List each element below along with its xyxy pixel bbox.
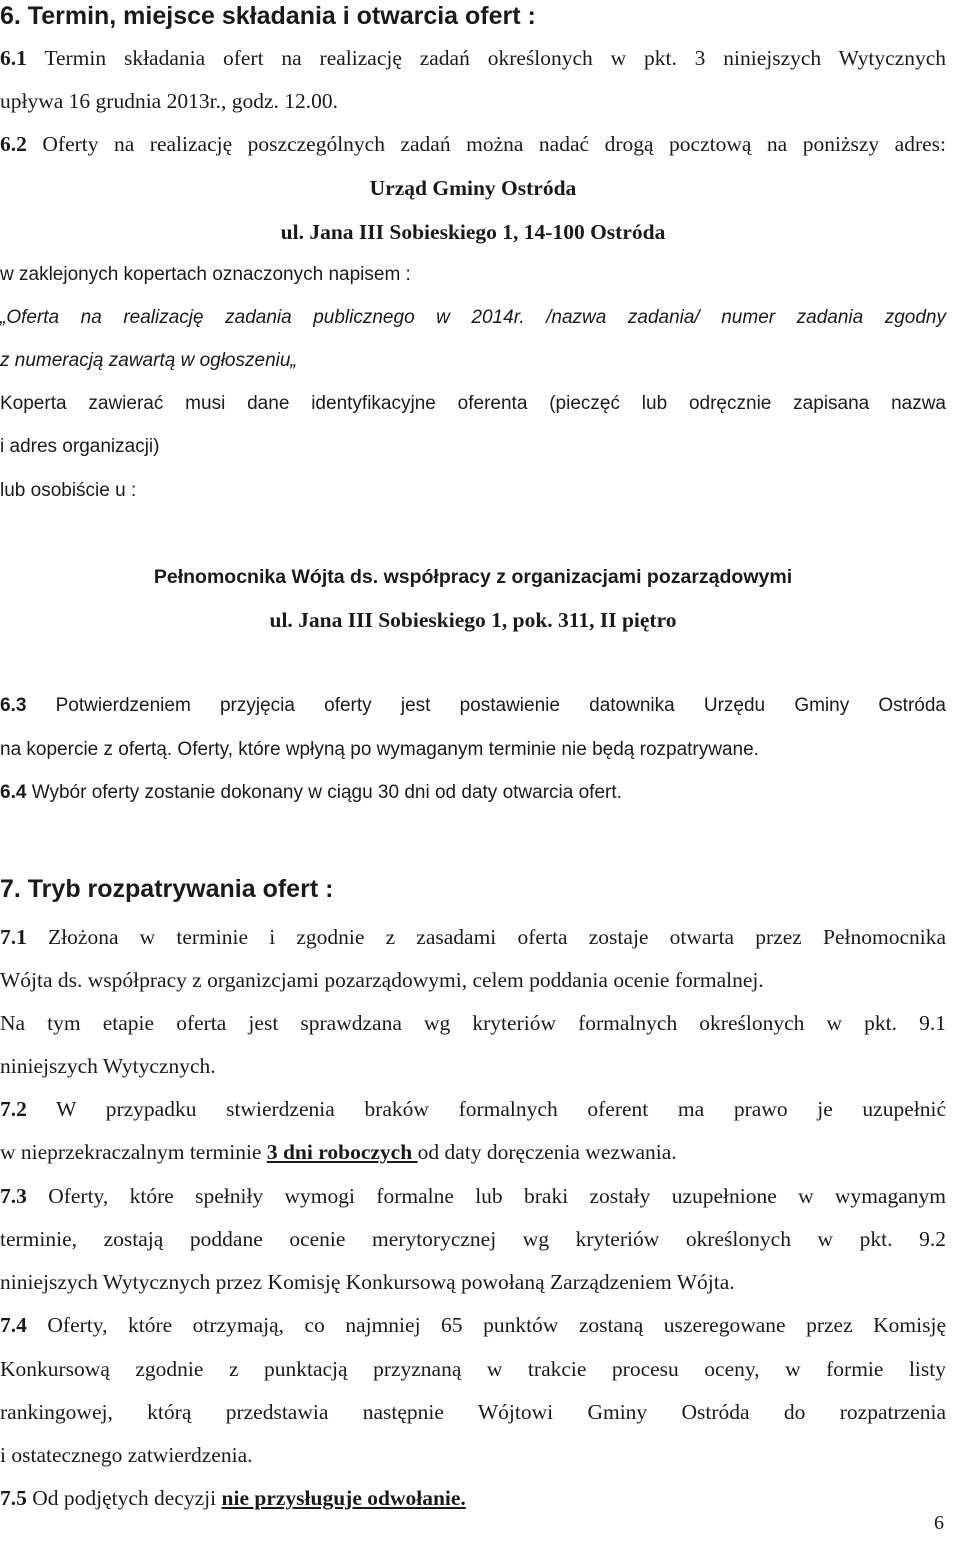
paragraph-text: W przypadku stwierdzenia braków formalnych oferent ma prawo je uzupełnić [26, 1097, 946, 1121]
section-6-heading: 6. Termin, miejsce składania i otwarcia ofert : [0, 2, 536, 30]
paragraph-number: 6.4 [0, 782, 27, 803]
address-street: ul. Jana III Sobieskiego 1, 14-100 Ostróda [280, 220, 666, 244]
envelope-content-line-2: i adres organizacji) [0, 436, 160, 457]
paragraph-text: Wybór oferty zostanie dokonany w ciągu 30 dni od daty otwarcia ofert. [26, 782, 622, 803]
page-number: 6 [934, 1512, 944, 1534]
paragraph-text: Potwierdzeniem przyjęcia oferty jest postawienie datownika Urzędu Gminy Ostróda [26, 695, 946, 716]
paragraph-7-1-line-1 [0, 923, 946, 951]
paragraph-6-3-line-2: na kopercie z ofertą. Oferty, które wpłyną po wymaganym terminie nie będą rozpatrywane. [0, 739, 759, 760]
envelope-content-line-1: Koperta zawierać musi dane identyfikacyjne oferenta (pieczęć lub odręcznie zapisana nazwa [0, 393, 946, 414]
paragraph-7-1-line-3: Na tym etapie oferta jest sprawdzana wg kryteriów formalnych określonych w pkt. 9.1 [0, 1011, 946, 1035]
paragraph-number: 6.1 [0, 46, 27, 70]
paragraph-7-4-line-1 [0, 1311, 946, 1339]
paragraph-text: Oferty na realizację poszczególnych zadań można nadać drogą pocztową na poniższy adres: [26, 132, 946, 156]
paragraph-7-3-line-1 [0, 1182, 946, 1210]
paragraph-6-3-line-1 [0, 692, 946, 720]
section-7-heading: 7. Tryb rozpatrywania ofert : [0, 875, 334, 903]
paragraph-number: 7.4 [0, 1313, 27, 1337]
paragraph-7-2-line-1 [0, 1095, 946, 1123]
envelope-label-line-2: z numeracją zawartą w ogłoszeniu„ [0, 350, 297, 371]
paragraph-number: 6.3 [0, 695, 27, 716]
paragraph-number: 6.2 [0, 132, 27, 156]
paragraph-6-1-line-2: upływa 16 grudnia 2013r., godz. 12.00. [0, 89, 338, 113]
paragraph-number: 7.1 [0, 925, 27, 949]
paragraph-text: Od podjętych decyzji [26, 1486, 222, 1510]
paragraph-6-2-line-1 [0, 130, 946, 158]
paragraph-7-1-line-2: Wójta ds. współpracy z organizcjami pozarządowymi, celem poddania ocenie formalnej. [0, 968, 764, 992]
paragraph-text: Oferty, które otrzymają, co najmniej 65 punktów zostaną uszeregowane przez Komisję [26, 1313, 946, 1337]
paragraph-text: Termin składania ofert na realizację zadań określonych w pkt. 3 niniejszych Wytycznych [26, 46, 946, 70]
paragraph-7-4-line-3: rankingowej, którą przedstawia następnie Wójtowi Gminy Ostróda do rozpatrzenia [0, 1400, 946, 1424]
envelope-label-line-1: „Oferta na realizację zadania publicznego w 2014r. /nazwa zadania/ numer zadania zgodny [0, 307, 946, 328]
paragraph-text: Oferty, które spełniły wymogi formalne lub braki zostały uzupełnione w wymaganym [26, 1184, 946, 1208]
no-appeal-emphasis: nie przysługuje odwołanie. [221, 1486, 466, 1510]
paragraph-number: 7.2 [0, 1097, 27, 1121]
proxy-address: ul. Jana III Sobieskiego 1, pok. 311, II piętro [269, 608, 677, 632]
proxy-title: Pełnomocnika Wójta ds. współpracy z organizacjami pozarządowymi [153, 566, 793, 588]
paragraph-text: w nieprzekraczalnym terminie [0, 1140, 267, 1164]
paragraph-7-3-line-2: terminie, zostają poddane ocenie merytorycznej wg kryteriów określonych w pkt. 9.2 [0, 1227, 946, 1251]
paragraph-6-1-line-1 [0, 44, 946, 72]
paragraph-7-5 [0, 1484, 946, 1512]
paragraph-text: od daty doręczenia wezwania. [417, 1140, 677, 1164]
paragraph-7-4-line-4: i ostatecznego zatwierdzenia. [0, 1443, 253, 1467]
paragraph-6-4 [0, 779, 946, 807]
address-office: Urząd Gminy Ostróda [369, 176, 577, 200]
paragraph-7-1-line-4: niniejszych Wytycznych. [0, 1054, 216, 1078]
envelope-intro: w zaklejonych kopertach oznaczonych napisem : [0, 264, 411, 285]
deadline-emphasis: 3 dni roboczych [266, 1140, 418, 1164]
paragraph-7-4-line-2: Konkursową zgodnie z punktacją przyznaną w trakcie procesu oceny, w formie listy [0, 1357, 946, 1381]
paragraph-7-2-line-2 [0, 1138, 946, 1166]
paragraph-number: 7.3 [0, 1184, 27, 1208]
personal-delivery-intro: lub osobiście u : [0, 480, 137, 501]
paragraph-text: Złożona w terminie i zgodnie z zasadami oferta zostaje otwarta przez Pełnomocnika [26, 925, 946, 949]
paragraph-7-3-line-3: niniejszych Wytycznych przez Komisję Konkursową powołaną Zarządzeniem Wójta. [0, 1270, 735, 1294]
paragraph-number: 7.5 [0, 1486, 27, 1510]
